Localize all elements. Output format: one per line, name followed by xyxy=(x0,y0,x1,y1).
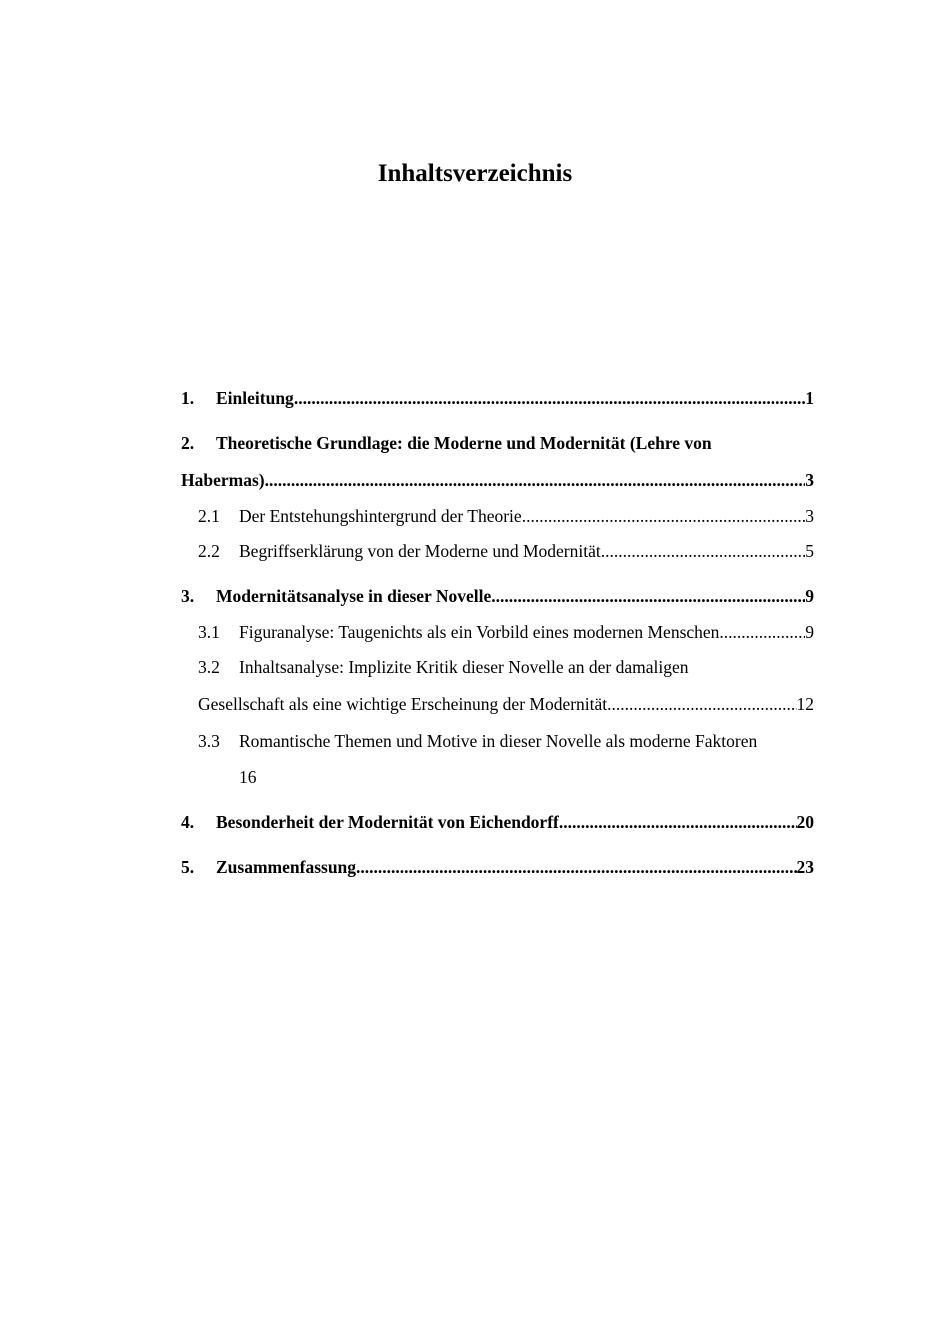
toc-entry-number: 1. xyxy=(181,388,195,408)
toc-dot-leader xyxy=(559,811,797,833)
toc-entry-inhaltsanalyse-cont[interactable] xyxy=(198,693,814,715)
toc-dot-leader xyxy=(491,585,805,607)
toc-entry-entstehungshintergrund[interactable] xyxy=(198,505,814,527)
toc-entry-title: Romantische Themen und Motive in dieser Novelle als moderne Faktoren xyxy=(239,731,758,751)
toc-dot-leader xyxy=(522,505,806,527)
toc-entry-begriffserklaerung[interactable] xyxy=(198,540,814,562)
toc-entry-title: Zusammenfassung xyxy=(216,857,357,877)
toc-page-number: 3 xyxy=(805,506,814,526)
toc-entry-number: 3.1 xyxy=(198,622,220,642)
toc-entry-title: Einleitung xyxy=(216,388,294,408)
toc-page-number: 23 xyxy=(796,857,814,877)
toc-page-number: 9 xyxy=(805,622,814,642)
toc-entry-title: Begriffserklärung von der Moderne und Modernität xyxy=(239,541,601,561)
toc-entry-title: Der Entstehungshintergrund der Theorie xyxy=(239,506,522,526)
toc-page-number: 16 xyxy=(239,767,257,787)
toc-dot-leader xyxy=(294,387,805,409)
toc-entry-title: Besonderheit der Modernität von Eichendorff xyxy=(216,812,559,832)
toc-entry-romantische-themen[interactable] xyxy=(198,730,814,752)
toc-dot-leader xyxy=(719,621,805,643)
toc-dot-leader xyxy=(356,856,796,878)
toc-entry-number: 3. xyxy=(181,586,195,606)
toc-entry-romantische-themen-page[interactable] xyxy=(239,766,257,788)
toc-dot-leader xyxy=(601,540,806,562)
toc-entry-figuranalyse[interactable] xyxy=(198,621,814,643)
toc-entry-title: Figuranalyse: Taugenichts als ein Vorbild eines modernen Menschen xyxy=(239,622,720,642)
page-title: Inhaltsverzeichnis xyxy=(377,160,573,187)
toc-entry-zusammenfassung[interactable] xyxy=(181,856,814,878)
toc-entry-title-continued: Habermas) xyxy=(181,470,265,490)
toc-entry-title: Theoretische Grundlage: die Moderne und Modernität (Lehre von xyxy=(216,433,712,453)
toc-entry-inhaltsanalyse[interactable] xyxy=(198,656,814,678)
toc-entry-number: 2.2 xyxy=(198,541,220,561)
toc-entry-modernitaetsanalyse[interactable] xyxy=(181,585,814,607)
toc-dot-leader xyxy=(265,469,806,491)
toc-page-number: 20 xyxy=(796,812,814,832)
toc-dot-leader xyxy=(607,693,796,715)
toc-entry-number: 4. xyxy=(181,812,195,832)
toc-entry-number: 3.3 xyxy=(198,731,220,751)
toc-entry-number: 2. xyxy=(181,433,195,453)
toc-entry-title: Inhaltsanalyse: Implizite Kritik dieser Novelle an der damaligen xyxy=(239,657,689,677)
toc-entry-title-continued: Gesellschaft als eine wichtige Erscheinung der Modernität xyxy=(198,694,608,714)
toc-entry-number: 3.2 xyxy=(198,657,220,677)
toc-entry-title: Modernitätsanalyse in dieser Novelle xyxy=(216,586,492,606)
toc-entry-besonderheit[interactable] xyxy=(181,811,814,833)
toc-entry-einleitung[interactable] xyxy=(181,387,814,409)
toc-entry-number: 5. xyxy=(181,857,195,877)
toc-entry-number: 2.1 xyxy=(198,506,220,526)
toc-page-number: 12 xyxy=(796,694,814,714)
toc-page-number: 5 xyxy=(805,541,814,561)
toc-page-number: 3 xyxy=(805,470,814,490)
toc-entry-theoretische-grundlage-cont[interactable] xyxy=(181,469,814,491)
toc-page-number: 9 xyxy=(805,586,814,606)
toc-entry-theoretische-grundlage[interactable] xyxy=(181,432,814,454)
toc-page-number: 1 xyxy=(805,388,814,408)
